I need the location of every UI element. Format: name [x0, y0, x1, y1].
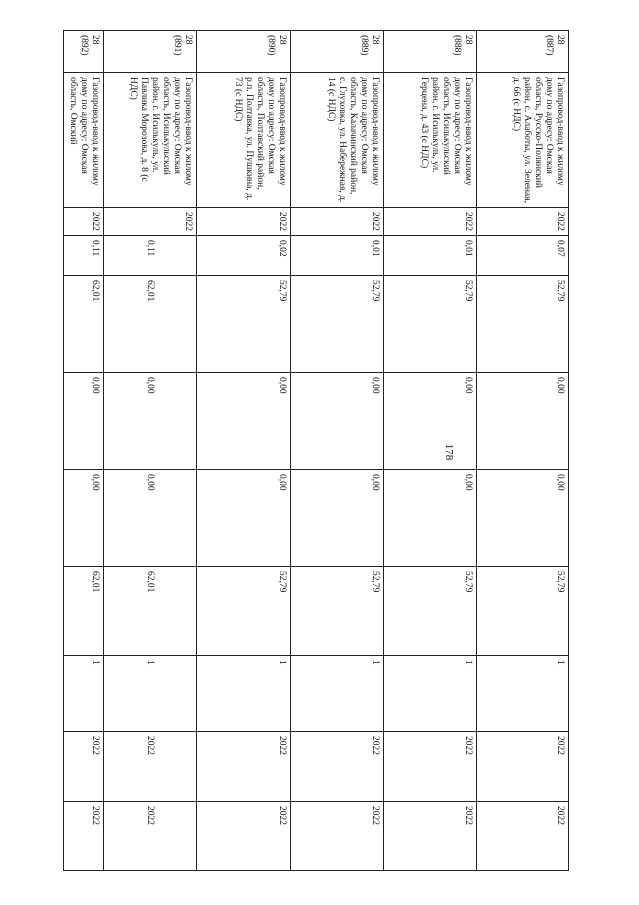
investment-program-table: [63, 30, 569, 871]
cost-total: 62,01: [64, 276, 104, 373]
cost-col-4: 62,01: [104, 567, 197, 656]
cost-col-2: 0,00: [64, 373, 104, 470]
cost-total: 52,79: [291, 276, 384, 373]
unit-count: 1: [477, 656, 569, 732]
year-end: 2022: [197, 802, 291, 871]
cost-col-3: 0,00: [104, 470, 197, 567]
unit-count: 1: [384, 656, 477, 732]
object-description: Газопровод-ввод к жилому дому по адресу: Омская область, Исилькульский район, г. Исилькуль, ул. Герцена, д. 43 (с НДС): [384, 73, 477, 208]
cost-col-4: 52,79: [477, 567, 569, 656]
page-number: 178: [443, 443, 455, 461]
cost-col-2: 0,00: [104, 373, 197, 470]
commission-year: 2022: [197, 208, 291, 236]
table-row: [197, 31, 291, 871]
commission-year: 2022: [104, 208, 197, 236]
cost-total: 52,79: [477, 276, 569, 373]
row-number: 28 (890): [197, 31, 291, 73]
unit-count: 1: [64, 656, 104, 732]
year-end: 2022: [384, 802, 477, 871]
year-start: 2022: [104, 732, 197, 802]
unit-count: 1: [291, 656, 384, 732]
year-end: 2022: [291, 802, 384, 871]
pipeline-length: 0,02: [197, 236, 291, 276]
table-row: [104, 31, 197, 871]
pipeline-length: 0,11: [64, 236, 104, 276]
object-description: Газопровод-ввод к жилому дому по адресу: Омская область, Полтавский район, р.п. Полтавка, ул. Пушкина, д. 73 (с НДС): [197, 73, 291, 208]
pipeline-length: 0,01: [291, 236, 384, 276]
cost-col-2: 0,00: [197, 373, 291, 470]
cost-col-3: 0,00: [384, 470, 477, 567]
table-body: [64, 31, 569, 871]
cost-col-4: 52,79: [291, 567, 384, 656]
pipeline-length: 0,11: [104, 236, 197, 276]
unit-count: 1: [197, 656, 291, 732]
cost-col-3: 0,00: [64, 470, 104, 567]
table-row: [291, 31, 384, 871]
table-row: [477, 31, 569, 871]
pipeline-length: 0,07: [477, 236, 569, 276]
table-row: [64, 31, 104, 871]
object-description: Газопровод-ввод к жилому дому по адресу: Омская область, Исилькульский район, г. Исилькуль, ул. Павлика Морозова, д. 8 (с НДС): [104, 73, 197, 208]
cost-col-3: 0,00: [291, 470, 384, 567]
cost-total: 52,79: [384, 276, 477, 373]
year-end: 2022: [104, 802, 197, 871]
object-description: Газопровод-ввод к жилому дому по адресу: Омская область, Калачинский район, с. Глуховка, ул. Набережная, д. 14 (с НДС): [291, 73, 384, 208]
object-description: Газопровод-ввод к жилому дому по адресу: Омская область, Русско-Полянский район, с. Алаботы, ул. Зеленая, д. 66 (с НДС): [477, 73, 569, 208]
year-start: 2022: [477, 732, 569, 802]
year-start: 2022: [197, 732, 291, 802]
cost-col-3: 0,00: [477, 470, 569, 567]
year-start: 2022: [64, 732, 104, 802]
cost-col-4: 52,79: [384, 567, 477, 656]
rotated-table-container: [64, 30, 569, 870]
pipeline-length: 0,01: [384, 236, 477, 276]
commission-year: 2022: [384, 208, 477, 236]
cost-col-2: 0,00: [477, 373, 569, 470]
cost-col-2: 0,00: [291, 373, 384, 470]
row-number: 28 (892): [64, 31, 104, 73]
cost-col-4: 62,01: [64, 567, 104, 656]
row-number: 28 (888): [384, 31, 477, 73]
table-rotator: [64, 30, 569, 870]
unit-count: 1: [104, 656, 197, 732]
year-end: 2022: [477, 802, 569, 871]
row-number: 28 (889): [291, 31, 384, 73]
table-row: [384, 31, 477, 871]
row-number: 28 (891): [104, 31, 197, 73]
cost-total: 62,01: [104, 276, 197, 373]
cost-col-4: 52,79: [197, 567, 291, 656]
cost-total: 52,79: [197, 276, 291, 373]
year-end: 2022: [64, 802, 104, 871]
year-start: 2022: [384, 732, 477, 802]
year-start: 2022: [291, 732, 384, 802]
cost-col-3: 0,00: [197, 470, 291, 567]
cost-col-2: 0,00: [384, 373, 477, 470]
commission-year: 2022: [64, 208, 104, 236]
row-number: 28 (887): [477, 31, 569, 73]
commission-year: 2022: [477, 208, 569, 236]
object-description: Газопровод-ввод к жилому дому по адресу: Омская область, Омский: [64, 73, 104, 208]
commission-year: 2022: [291, 208, 384, 236]
